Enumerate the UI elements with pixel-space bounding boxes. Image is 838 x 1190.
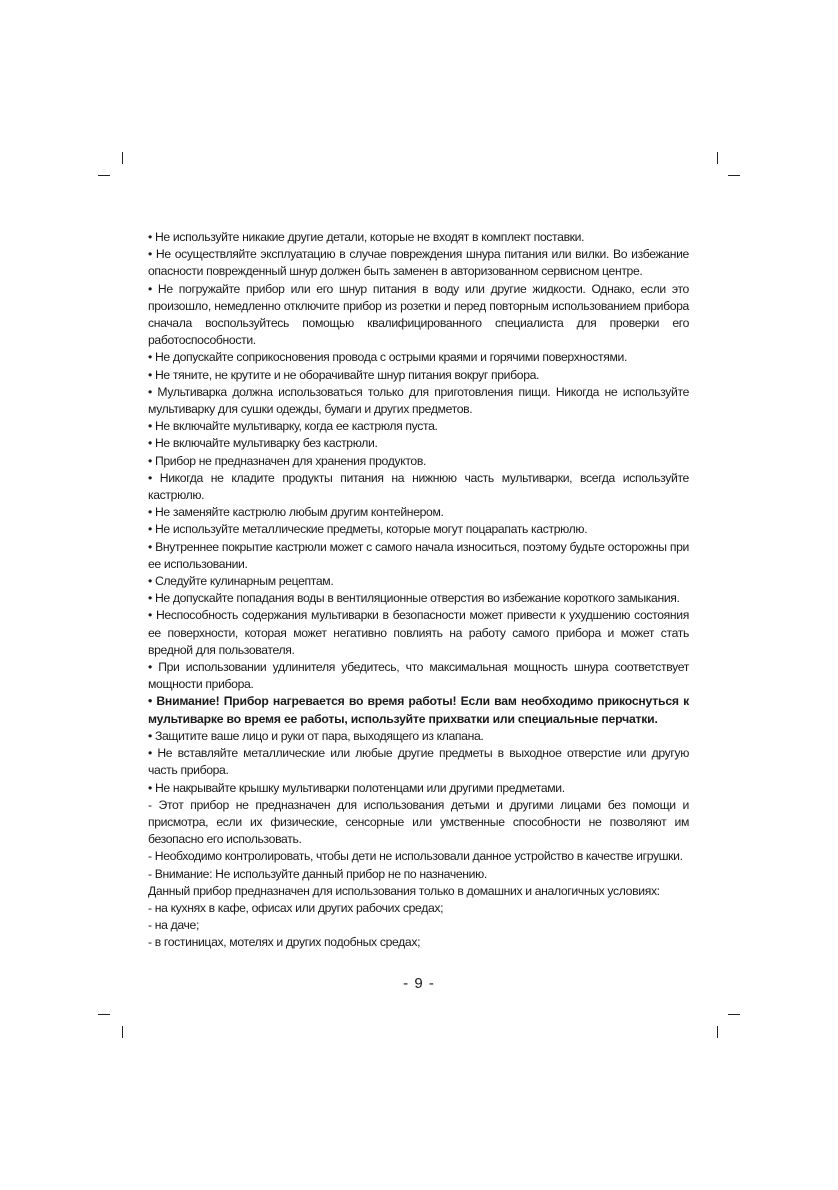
instruction-paragraph: - в гостиницах, мотелях и других подобных средах; bbox=[148, 935, 421, 950]
instruction-paragraph: • Не накрывайте крышку мультиварки полотенцами или другими предметами. bbox=[148, 780, 565, 795]
instruction-paragraph: • Не используйте никакие другие детали, которые не входят в комплект поставки. bbox=[148, 230, 585, 244]
instruction-paragraph: • Не используйте металлические предметы, которые могут поцарапать кастрюлю. bbox=[148, 522, 588, 537]
instruction-paragraph: • Не допускайте соприкосновения провода с острыми краями и горячими поверхностями. bbox=[148, 350, 628, 365]
instruction-paragraph: • Не погружайте прибор или его шнур питания в воду или другие жидкости. Однако, если это произошло, немедленно отключите прибор из розетки и перед повторным использованием прибора сначала воспользуйтесь помощью квалифицированного специалиста для проверки его работоспособности. bbox=[148, 281, 689, 348]
instruction-paragraph: - на даче; bbox=[148, 918, 199, 933]
instruction-paragraph: - на кухнях в кафе, офисах или других рабочих средах; bbox=[148, 900, 444, 915]
safety-instructions bbox=[148, 229, 689, 952]
instruction-paragraph: • Следуйте кулинарным рецептам. bbox=[148, 574, 334, 589]
crop-mark bbox=[98, 1014, 110, 1015]
page-number: - 9 - bbox=[403, 975, 435, 992]
instruction-paragraph: • Не допускайте попадания воды в вентиляционные отверстия во избежание короткого замыкания. bbox=[148, 591, 680, 606]
warning-paragraph: • Внимание! Прибор нагревается во время работы! Если вам необходимо прикоснуться к мультиварке во время ее работы, используйте прихватки или специальные перчатки. bbox=[148, 694, 689, 726]
instruction-paragraph: - Этот прибор не предназначен для использования детьми и другими лицами без помощи и присмотра, если их физические, сенсорные или умственные способности не позволяют им безопасно его использовать. bbox=[148, 797, 689, 847]
instruction-paragraph: • Не включайте мультиварку, когда ее кастрюля пуста. bbox=[148, 419, 438, 434]
instruction-paragraph: • Никогда не кладите продукты питания на нижнюю часть мультиварки, всегда используйте кастрюлю. bbox=[148, 470, 689, 503]
instruction-paragraph: • Не заменяйте кастрюлю любым другим контейнером. bbox=[148, 505, 444, 520]
instruction-paragraph: • Не вставляйте металлические или любые другие предметы в выходное отверстие или другую часть прибора. bbox=[148, 746, 689, 778]
instruction-paragraph: • Защитите ваше лицо и руки от пара, выходящего из клапана. bbox=[148, 728, 484, 743]
instruction-paragraph: Данный прибор предназначен для использования только в домашних и аналогичных условиях: bbox=[148, 883, 660, 898]
instruction-paragraph: • Не тяните, не крутите и не оборачивайте шнур питания вокруг прибора. bbox=[148, 367, 540, 382]
crop-mark bbox=[728, 1014, 740, 1015]
crop-mark bbox=[122, 1026, 123, 1038]
instruction-paragraph: - Внимание: Не используйте данный прибор не по назначению. bbox=[148, 866, 487, 881]
crop-mark bbox=[728, 175, 740, 176]
crop-mark bbox=[717, 152, 718, 164]
instruction-paragraph: • Внутреннее покрытие кастрюли может с самого начала износиться, поэтому будьте осторожны при ее использовании. bbox=[148, 539, 689, 571]
instruction-paragraph: • Прибор не предназначен для хранения продуктов. bbox=[148, 453, 426, 468]
instruction-paragraph: • Не осуществляйте эксплуатацию в случае повреждения шнура питания или вилки. Во избежание опасности поврежденный шнур должен быть заменен в авторизованном сервисном центре. bbox=[148, 247, 689, 279]
instruction-paragraph: • Мультиварка должна использоваться только для приготовления пищи. Никогда не используйте мультиварку для сушки одежды, бумаги и других предметов. bbox=[148, 384, 689, 417]
instruction-paragraph: • Неспособность содержания мультиварки в безопасности может привести к ухудшению состояния ее поверхности, которая может негативно повлиять на работу самого прибора и может стать вредной для пользователя. bbox=[148, 608, 689, 657]
instruction-paragraph: • При использовании удлинителя убедитесь, что максимальная мощность шнура соответствует мощности прибора. bbox=[148, 660, 689, 692]
crop-mark bbox=[122, 152, 123, 164]
instruction-paragraph: • Не включайте мультиварку без кастрюли. bbox=[148, 436, 378, 451]
crop-mark bbox=[717, 1026, 718, 1038]
crop-mark bbox=[98, 175, 110, 176]
instruction-paragraph: - Необходимо контролировать, чтобы дети не использовали данное устройство в качестве игрушки. bbox=[148, 849, 683, 864]
